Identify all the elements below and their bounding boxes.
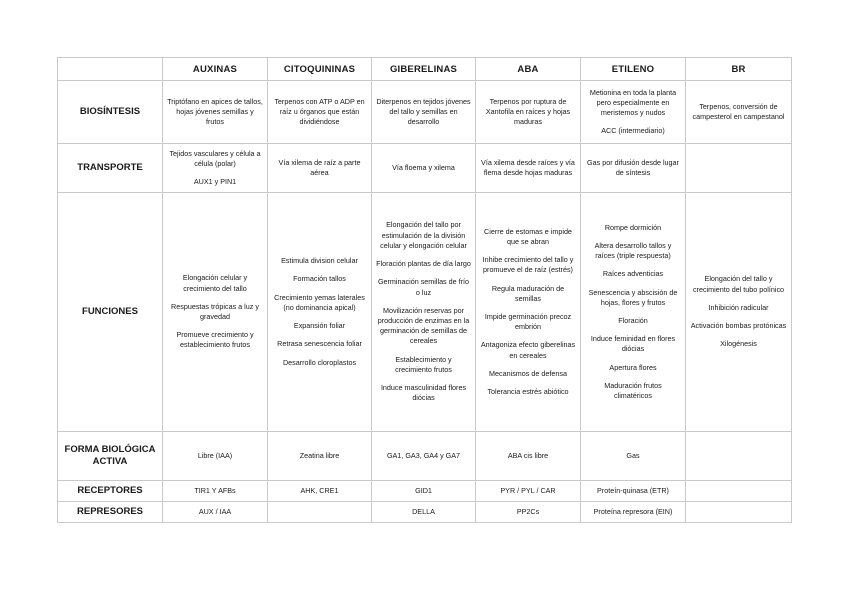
cell-transporte-giberelinas <box>372 144 476 193</box>
cell-text: Apertura flores <box>609 362 657 372</box>
cell-text: Proteín-quinasa (ETR) <box>597 485 669 495</box>
cell-text: Terpenos por ruptura de Xantofila en raíces y hojas maduras <box>485 96 571 127</box>
cell-text: Proteína represora (EIN) <box>593 506 673 516</box>
cell-text: Impide germinación precoz embrión <box>484 312 572 332</box>
header-br: BR <box>686 58 792 81</box>
cell-text: Cierre de estomas e impide que se abran <box>484 226 572 246</box>
cell-text: Zeatina libre <box>299 450 340 460</box>
cell-text: Vía floema y xilema <box>392 162 455 172</box>
header-etileno: ETILENO <box>581 58 686 81</box>
cell-text: ABA cis libre <box>507 450 549 460</box>
cell-text: Metionina en toda la planta pero especialmente en meristemos y nudos <box>589 87 677 117</box>
cell-forma-biologica-activa-auxinas <box>163 432 268 481</box>
cell-text: PYR / PYL / CAR <box>500 485 556 495</box>
cell-funciones-citoquininas <box>268 193 372 432</box>
cell-text: Altera desarrollo tallos y raíces (triple respuesta) <box>594 240 672 261</box>
cell-text: Floración <box>618 316 648 325</box>
cell-text: Promueve crecimiento y establecimiento frutos <box>176 330 254 350</box>
cell-represores-br <box>686 502 792 523</box>
cell-text: Induce masculinidad flores diócias <box>380 383 467 403</box>
cell-receptores-giberelinas <box>372 481 476 502</box>
cell-text: Induce feminidad en flores diócias <box>590 334 676 354</box>
header-row <box>58 58 792 81</box>
cell-text: Expansión foliar <box>293 321 346 331</box>
cell-text: Raíces adventicias <box>602 269 664 279</box>
hormone-table <box>57 57 792 523</box>
cell-biosintesis-br <box>686 81 792 144</box>
cell-text: Rompe dormición <box>604 222 662 232</box>
table-row-represores <box>58 502 792 523</box>
cell-receptores-aba <box>476 481 581 502</box>
cell-funciones-giberelinas <box>372 193 476 432</box>
cell-forma-biologica-activa-aba <box>476 432 581 481</box>
cell-funciones-aba <box>476 193 581 432</box>
cell-text: Formación tallos <box>293 274 346 284</box>
cell-text: Floración plantas de día largo <box>376 259 471 269</box>
header-corner <box>58 58 163 81</box>
cell-transporte-br <box>686 144 792 193</box>
cell-receptores-br <box>686 481 792 502</box>
cell-text: Triptófano en apices de tallos, hojas jóvenes semillas y frutos <box>167 96 263 127</box>
cell-text: Respuestas trópicas a luz y gravedad <box>171 301 259 321</box>
cell-transporte-aba <box>476 144 581 193</box>
cell-text: Activación bombas protónicas <box>690 321 787 331</box>
cell-text: Libre (IAA) <box>197 450 233 460</box>
cell-text: Establecimiento y crecimiento frutos <box>395 354 452 374</box>
cell-represores-etileno <box>581 502 686 523</box>
header-giberelinas: GIBERELINAS <box>372 58 476 81</box>
row-label-represores: REPRESORES <box>58 502 163 523</box>
cell-text: Regula maduración de semillas <box>491 283 565 303</box>
cell-text: Inhibición radicular <box>708 302 769 312</box>
cell-text: Inhibe crecimiento del tallo y promueve el de raíz (estrés) <box>482 255 574 275</box>
cell-receptores-etileno <box>581 481 686 502</box>
cell-transporte-citoquininas <box>268 144 372 193</box>
cell-forma-biologica-activa-br <box>686 432 792 481</box>
cell-text: DELLA <box>412 506 435 516</box>
cell-text: Xilogénesis <box>720 339 757 349</box>
cell-text: TIR1 Y AFBs <box>194 485 236 495</box>
cell-receptores-citoquininas <box>268 481 372 502</box>
cell-text: Mecanismos de defensa <box>489 368 567 378</box>
cell-text: Elongación celular y crecimiento del tallo <box>182 273 248 293</box>
row-label-transporte: TRANSPORTE <box>58 144 163 193</box>
cell-text: Vía xilema desde raíces y vía flema desde hojas maduras <box>481 157 575 177</box>
cell-text: GID1 <box>415 485 432 495</box>
table-row-funciones <box>58 193 792 432</box>
row-label-biosintesis: BIOSÍNTESIS <box>58 81 163 144</box>
row-label-funciones: FUNCIONES <box>58 193 163 432</box>
cell-biosintesis-giberelinas <box>372 81 476 144</box>
cell-text: AUX1 y PIN1 <box>193 177 237 187</box>
cell-text: Movilización reservas por producción de enzimas en la germinación de semillas de cereales <box>377 305 470 346</box>
cell-biosintesis-citoquininas <box>268 81 372 144</box>
cell-biosintesis-auxinas <box>163 81 268 144</box>
header-auxinas: AUXINAS <box>163 58 268 81</box>
header-citoquininas: CITOQUININAS <box>268 58 372 81</box>
row-label-forma-biologica-activa: FORMA BIOLÓGICA ACTIVA <box>58 432 163 481</box>
cell-text: Elongación del tallo por estimulación de la división celular y elongación celular <box>380 220 467 250</box>
row-label-receptores: RECEPTORES <box>58 481 163 502</box>
table-row-transporte <box>58 144 792 193</box>
cell-text: Diterpenos en tejidos jóvenes del tallo y semillas en desarrollo <box>376 96 471 127</box>
cell-forma-biologica-activa-giberelinas <box>372 432 476 481</box>
cell-receptores-auxinas <box>163 481 268 502</box>
cell-text: Estimula division celular <box>281 256 358 266</box>
cell-text: Tolerancia estrés abiótico <box>487 387 569 397</box>
cell-text: Desarrollo cloroplastos <box>282 357 357 367</box>
cell-text: AHK, CRE1 <box>300 485 339 495</box>
cell-represores-giberelinas <box>372 502 476 523</box>
cell-text: Elongación del tallo y crecimiento del tubo polínico <box>692 274 785 294</box>
cell-funciones-br <box>686 193 792 432</box>
cell-text: Maduración frutos climatéricos <box>604 380 662 401</box>
cell-text: ACC (intermediario) <box>601 126 665 136</box>
cell-text: Retrasa senescencia foliar <box>277 339 362 349</box>
cell-biosintesis-aba <box>476 81 581 144</box>
table-row-forma-biologica-activa <box>58 432 792 481</box>
cell-text: AUX / IAA <box>198 506 232 516</box>
cell-forma-biologica-activa-citoquininas <box>268 432 372 481</box>
cell-biosintesis-etileno <box>581 81 686 144</box>
cell-represores-aba <box>476 502 581 523</box>
header-aba: ABA <box>476 58 581 81</box>
cell-forma-biologica-activa-etileno <box>581 432 686 481</box>
cell-represores-auxinas <box>163 502 268 523</box>
cell-transporte-etileno <box>581 144 686 193</box>
cell-text: PP2Cs <box>516 506 540 516</box>
cell-funciones-auxinas <box>163 193 268 432</box>
cell-text: Senescencia y abscisión de hojas, flores y frutos <box>588 287 678 307</box>
cell-text: Terpenos con ATP o ADP en raíz u órganos que están dividiéndose <box>274 96 365 127</box>
cell-transporte-auxinas <box>163 144 268 193</box>
cell-text: Gas por difusión desde lugar de síntesis <box>587 157 679 177</box>
table-row-biosintesis <box>58 81 792 144</box>
cell-text: Terpenos, conversión de campesterol en campestanol <box>692 101 785 121</box>
cell-text: Vía xilema de raíz a parte aérea <box>278 157 361 177</box>
cell-represores-citoquininas <box>268 502 372 523</box>
table-row-receptores <box>58 481 792 502</box>
cell-text: Tejidos vasculares y célula a célula (polar) <box>169 148 261 168</box>
cell-text: GA1, GA3, GA4 y GA7 <box>386 450 461 460</box>
cell-text: Gas <box>626 450 640 460</box>
cell-text: Germinación semillas de frío o luz <box>377 277 470 297</box>
cell-funciones-etileno <box>581 193 686 432</box>
cell-text: Crecimiento yemas laterales (no dominancia apical) <box>274 292 365 312</box>
cell-text: Antagoniza efecto giberelinas en cereales <box>480 340 576 360</box>
